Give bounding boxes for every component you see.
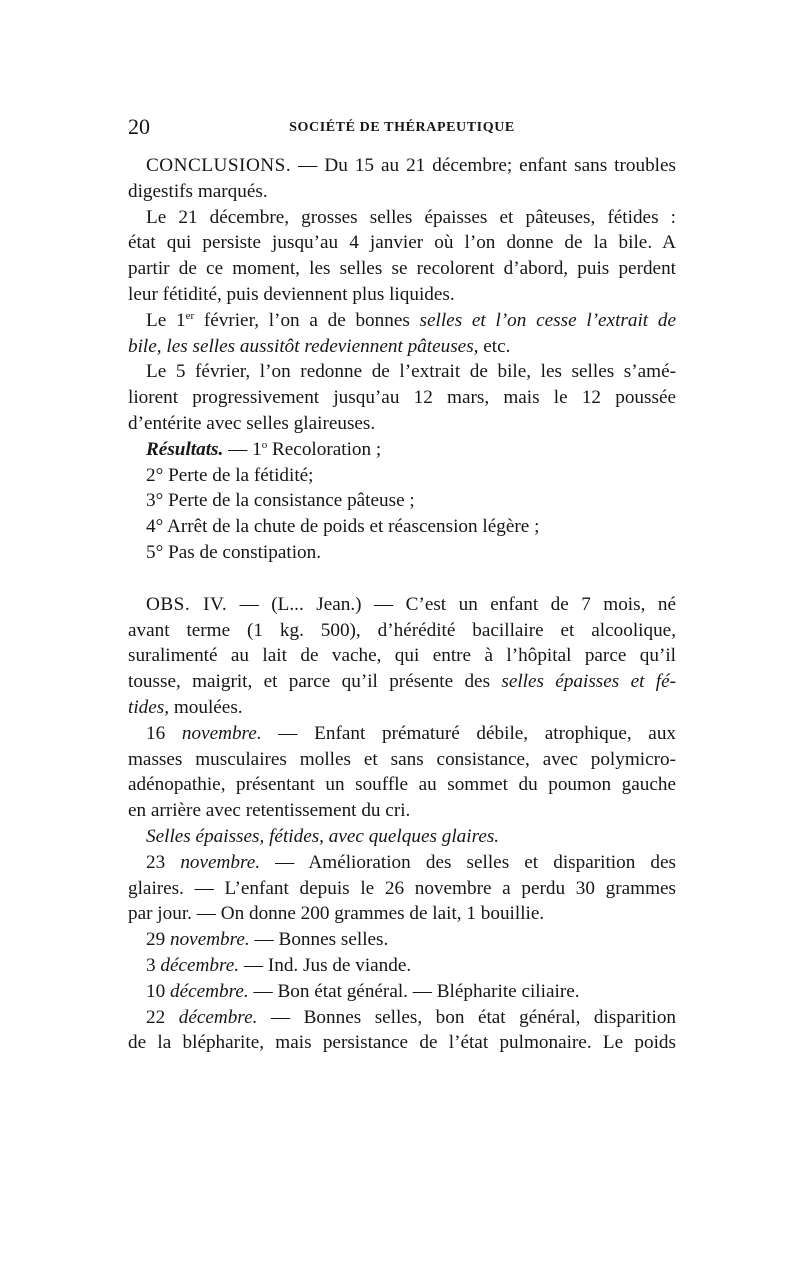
- text-line: masses musculaires molles et sans consistance, avec polymicro-: [128, 748, 676, 770]
- text-line: digestifs marqués.: [128, 180, 268, 202]
- list-item: 4° Arrêt de la chute de poids et réascension légère ;: [146, 516, 540, 538]
- text-line: OBS. IV. — (L... Jean.) — C’est un enfant de 7 mois, né: [146, 593, 676, 615]
- text-line: 3 décembre. — Ind. Jus de viande.: [146, 954, 412, 976]
- text-line: liorent progressivement jusqu’au 12 mars, mais le 12 poussée: [128, 387, 676, 409]
- section-gap: [128, 566, 676, 592]
- page-number: 20: [128, 114, 150, 139]
- text-line: CONCLUSIONS. — Du 15 au 21 décembre; enfant sans troubles: [146, 155, 676, 176]
- list-item: 5° Pas de constipation.: [146, 541, 322, 563]
- text-line: d’entérite avec selles glaireuses.: [128, 412, 376, 434]
- text-line: 29 novembre. — Bonnes selles.: [146, 929, 389, 951]
- text-line: 22 décembre. — Bonnes selles, bon état général, disparition: [146, 1006, 676, 1028]
- text-line: adénopathie, présentant un souffle au sommet du poumon gauche: [128, 774, 676, 796]
- text-line: tides, moulées.: [128, 696, 243, 718]
- text-line: suralimenté au lait de vache, qui entre à l’hôpital parce qu’il: [128, 645, 676, 667]
- running-title: SOCIÉTÉ DE THÉRAPEUTIQUE: [289, 120, 515, 135]
- page-header: [128, 112, 676, 142]
- text-line: par jour. — On donne 200 grammes de lait, 1 bouillie.: [128, 903, 545, 925]
- text-line: état qui persiste jusqu’au 4 janvier où l’on donne de la bile. A: [128, 232, 676, 254]
- text-line: Le 5 février, l’on redonne de l’extrait de bile, les selles s’amé-: [146, 361, 676, 383]
- text-line: Le 1er février, l’on a de bonnes selles et l’on cesse l’extrait de: [146, 309, 676, 331]
- text-line: avant terme (1 kg. 500), d’hérédité bacillaire et alcoolique,: [128, 619, 676, 641]
- page-body: [128, 153, 676, 1056]
- text-line: Le 21 décembre, grosses selles épaisses et pâteuses, fétides :: [146, 206, 676, 228]
- text-line: 23 novembre. — Amélioration des selles et disparition des: [146, 851, 676, 873]
- text-line: 10 décembre. — Bon état général. — Blépharite ciliaire.: [146, 980, 580, 1002]
- list-item: 3° Perte de la consistance pâteuse ;: [146, 490, 415, 512]
- text-line: leur fétidité, puis deviennent plus liquides.: [128, 283, 455, 305]
- text-line: bile, les selles aussitôt redeviennent pâteuses, etc.: [128, 335, 511, 357]
- text-line: tousse, maigrit, et parce qu’il présente des selles épaisses et fé-: [128, 671, 676, 693]
- text-line: Résultats. — 1$^o$ Recoloration ;: [146, 438, 382, 460]
- text-line: partir de ce moment, les selles se recolorent d’abord, puis perdent: [128, 258, 676, 280]
- text-line: 16 novembre. — Enfant prématuré débile, atrophique, aux: [146, 722, 676, 744]
- text-line: Selles épaisses, fétides, avec quelques glaires.: [146, 825, 500, 847]
- text-line: en arrière avec retentissement du cri.: [128, 800, 411, 822]
- list-item: 2° Perte de la fétidité;: [146, 464, 314, 486]
- text-line: de la blépharite, mais persistance de l’état pulmonaire. Le poids: [128, 1032, 676, 1054]
- text-line: glaires. — L’enfant depuis le 26 novembre a perdu 30 grammes: [128, 877, 676, 899]
